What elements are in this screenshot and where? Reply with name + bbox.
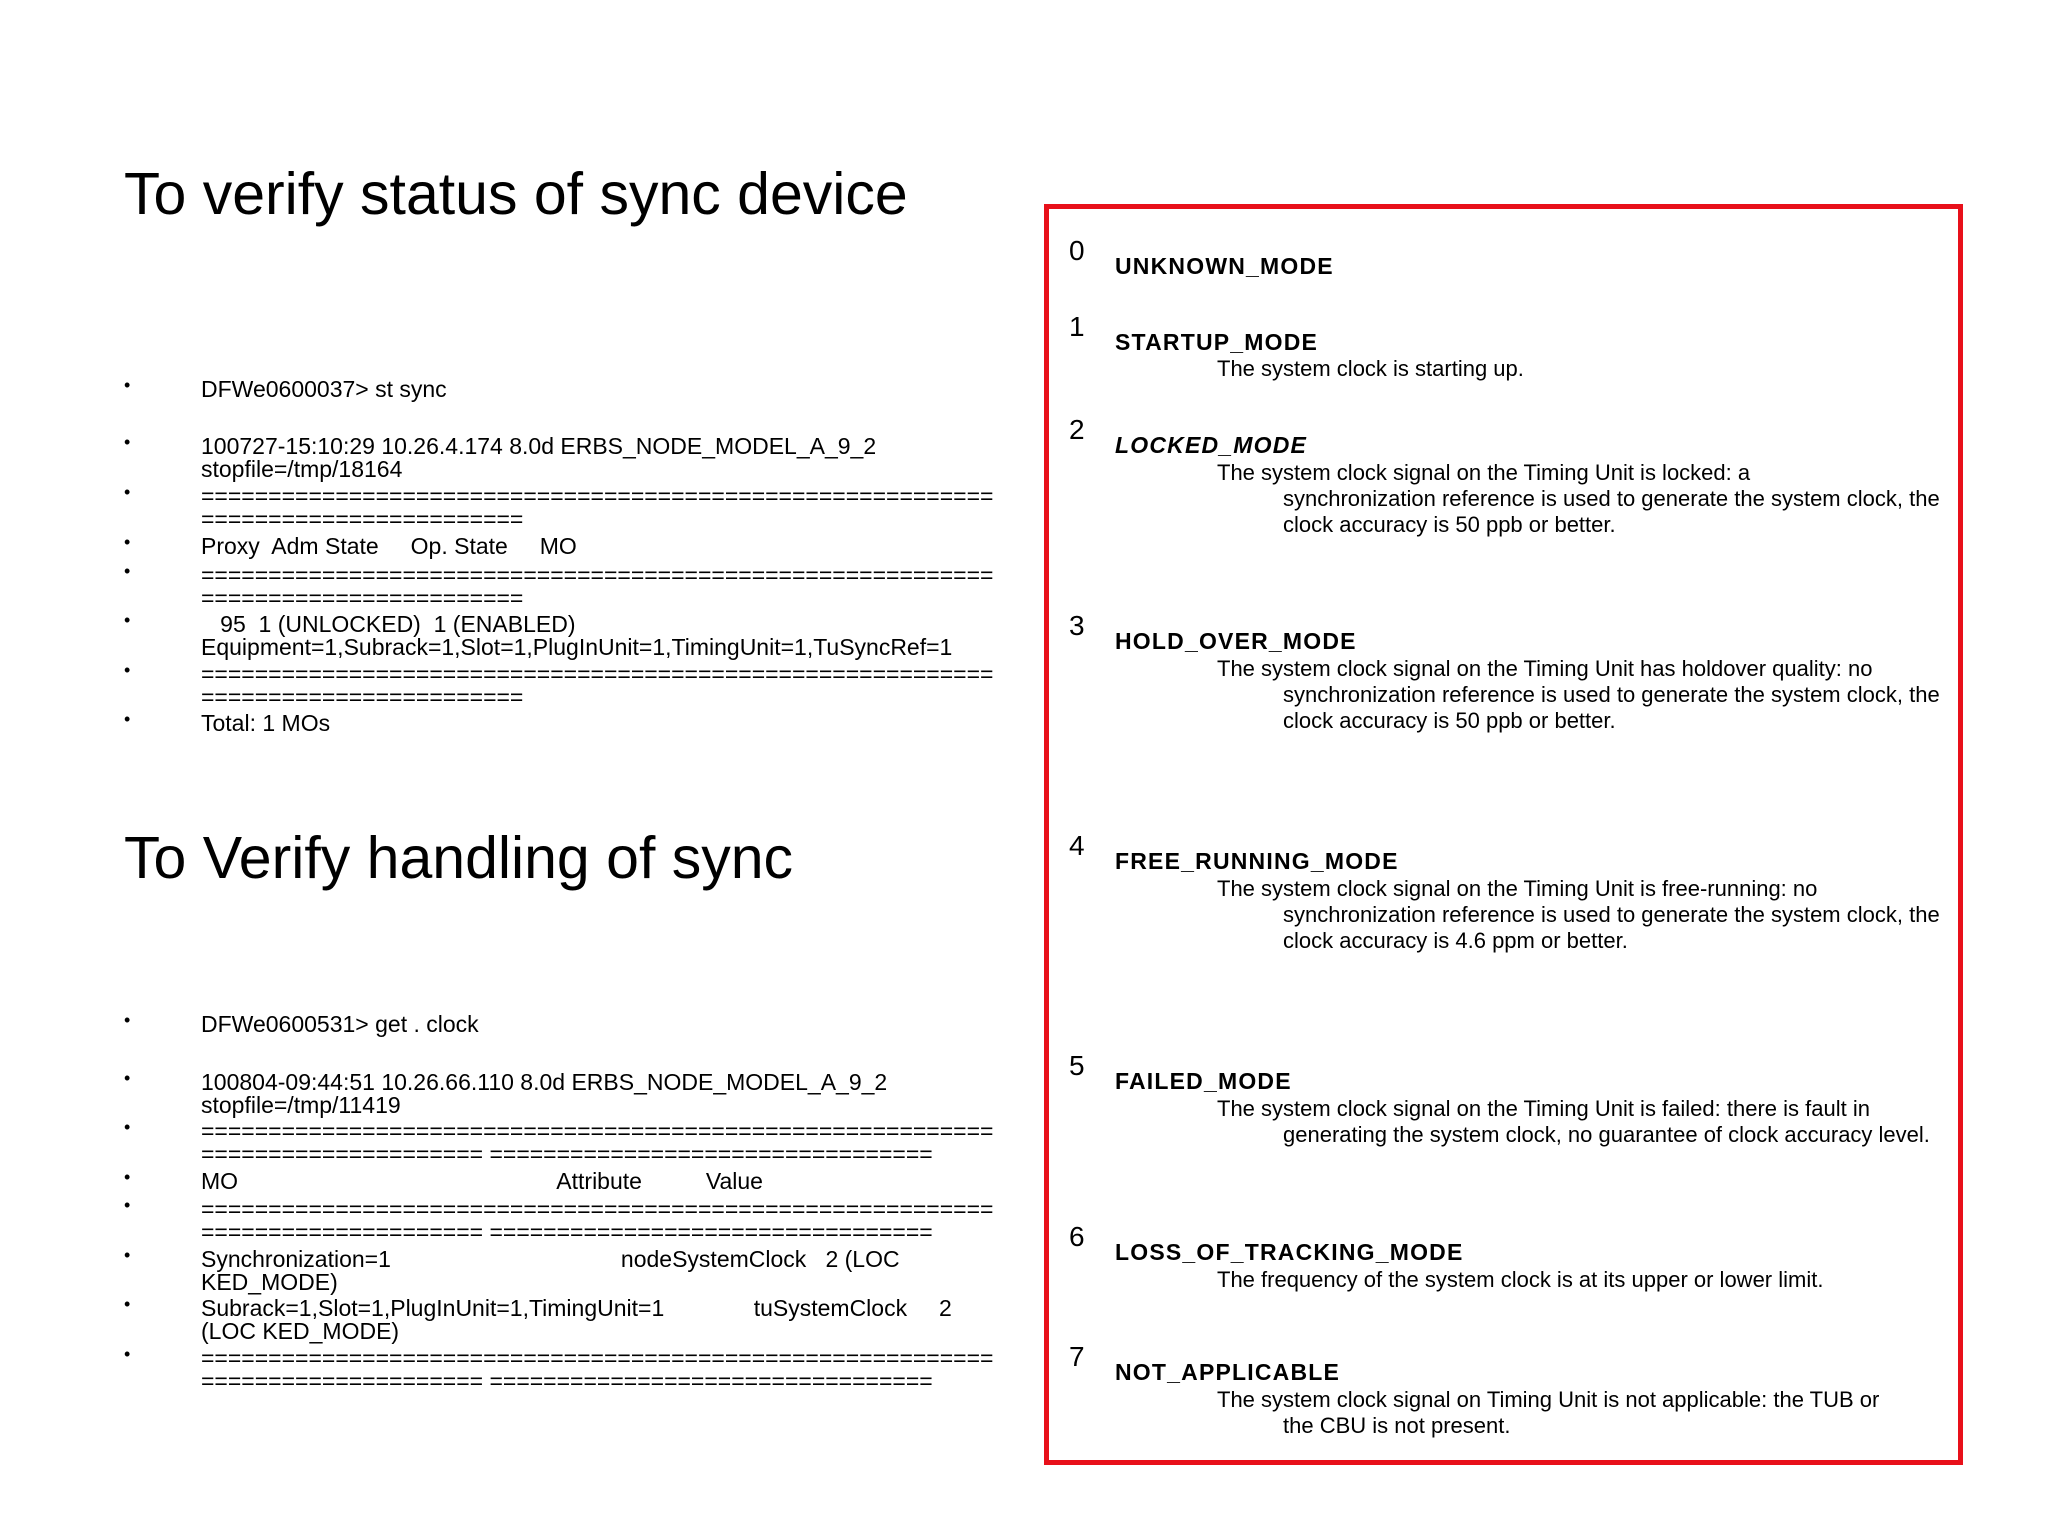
output-line: 100727-15:10:29 10.26.4.174 8.0d ERBS_NODE_MODEL_A_9_2 stopfile=/tmp/18164 xyxy=(201,433,877,482)
bullet-dot: • xyxy=(124,1245,131,1265)
mode-name: HOLD_OVER_MODE xyxy=(1115,628,1357,654)
mode-name: LOCKED_MODE xyxy=(1115,432,1308,458)
bullet-dot: • xyxy=(124,1344,131,1364)
bullet-dot: • xyxy=(124,561,131,581)
mode-name: FAILED_MODE xyxy=(1115,1068,1292,1094)
bullet-dot: • xyxy=(124,1294,131,1314)
output-separator: =========================================================== ======================== xyxy=(201,661,994,710)
command-line: DFWe0600037> st sync xyxy=(201,376,447,402)
mode-number: 0 xyxy=(1069,235,1085,266)
mode-description-rest: generating the system clock, no guarantee of clock accuracy level. xyxy=(1283,1122,1930,1147)
mode-number: 3 xyxy=(1069,610,1085,641)
output-row: 95 1 (UNLOCKED) 1 (ENABLED) Equipment=1,Subrack=1,Slot=1,PlugInUnit=1,TimingUnit=1,TuSyncRef=1 xyxy=(201,611,953,660)
output-header: MO Attribute Value xyxy=(201,1168,763,1194)
mode-description-first: The system clock signal on the Timing Unit has holdover quality: no xyxy=(1217,656,1873,681)
mode-description xyxy=(1217,1096,1945,1148)
mode-description-first: The system clock signal on the Timing Unit is failed: there is fault in xyxy=(1217,1096,1870,1121)
bullet-dot: • xyxy=(124,610,131,630)
mode-number: 1 xyxy=(1069,311,1085,342)
output-separator: =========================================================== ===================== ================================= xyxy=(201,1118,994,1167)
mode-number: 6 xyxy=(1069,1221,1085,1252)
mode-description-first: The frequency of the system clock is at its upper or lower limit. xyxy=(1217,1267,1824,1292)
mode-description-first: The system clock signal on the Timing Unit is free-running: no xyxy=(1217,876,1818,901)
bullet-dot: • xyxy=(124,482,131,502)
mode-description xyxy=(1217,1387,1945,1439)
bullet-dot: • xyxy=(124,432,131,452)
mode-name: STARTUP_MODE xyxy=(1115,329,1319,355)
bullet-dot: • xyxy=(124,660,131,680)
mode-description xyxy=(1217,1267,1945,1293)
mode-description xyxy=(1217,656,1945,734)
section-title-sync-status: To verify status of sync device xyxy=(124,161,908,227)
mode-description-rest: the CBU is not present. xyxy=(1283,1413,1511,1438)
mode-name: LOSS_OF_TRACKING_MODE xyxy=(1115,1239,1464,1265)
mode-description-rest: synchronization reference is used to generate the system clock, the clock accuracy is 50 ppb or better. xyxy=(1283,682,1940,733)
mode-description xyxy=(1217,460,1945,538)
bullet-dot: • xyxy=(124,1117,131,1137)
output-separator: =========================================================== ===================== ================================= xyxy=(201,1345,994,1394)
mode-description-rest: synchronization reference is used to generate the system clock, the clock accuracy is 50 ppb or better. xyxy=(1283,486,1940,537)
output-row: Subrack=1,Slot=1,PlugInUnit=1,TimingUnit=1 tuSystemClock 2 (LOC KED_MODE) xyxy=(201,1295,952,1344)
mode-description xyxy=(1217,876,1945,954)
command-line: DFWe0600531> get . clock xyxy=(201,1011,479,1037)
mode-number: 2 xyxy=(1069,414,1085,445)
bullet-dot: • xyxy=(124,375,131,395)
mode-description-first: The system clock signal on the Timing Unit is locked: a xyxy=(1217,460,1751,485)
bullet-dot: • xyxy=(124,1195,131,1215)
mode-number: 4 xyxy=(1069,830,1085,861)
mode-name: UNKNOWN_MODE xyxy=(1115,253,1334,279)
clock-mode-panel xyxy=(1044,204,1963,1465)
mode-name: NOT_APPLICABLE xyxy=(1115,1359,1341,1385)
mode-description-rest: synchronization reference is used to generate the system clock, the clock accuracy is 4.6 ppm or better. xyxy=(1283,902,1940,953)
mode-number: 7 xyxy=(1069,1341,1085,1372)
output-line: 100804-09:44:51 10.26.66.110 8.0d ERBS_NODE_MODEL_A_9_2 stopfile=/tmp/11419 xyxy=(201,1069,888,1118)
output-separator: =========================================================== ======================== xyxy=(201,483,994,532)
mode-description-first: The system clock is starting up. xyxy=(1217,356,1524,381)
mode-number: 5 xyxy=(1069,1050,1085,1081)
mode-description-first: The system clock signal on Timing Unit is not applicable: the TUB or xyxy=(1217,1387,1880,1412)
bullet-dot: • xyxy=(124,1167,131,1187)
bullet-dot: • xyxy=(124,1010,131,1030)
mode-name: FREE_RUNNING_MODE xyxy=(1115,848,1399,874)
output-row: Synchronization=1 nodeSystemClock 2 (LOC KED_MODE) xyxy=(201,1246,900,1295)
bullet-dot: • xyxy=(124,709,131,729)
bullet-dot: • xyxy=(124,532,131,552)
output-total: Total: 1 MOs xyxy=(201,710,331,736)
output-header: Proxy Adm State Op. State MO xyxy=(201,533,577,559)
bullet-dot: • xyxy=(124,1068,131,1088)
output-separator: =========================================================== ===================== ================================= xyxy=(201,1196,994,1245)
mode-description xyxy=(1217,356,1945,382)
output-separator: =========================================================== ======================== xyxy=(201,562,994,611)
section-title-sync-handling: To Verify handling of sync xyxy=(124,825,794,891)
